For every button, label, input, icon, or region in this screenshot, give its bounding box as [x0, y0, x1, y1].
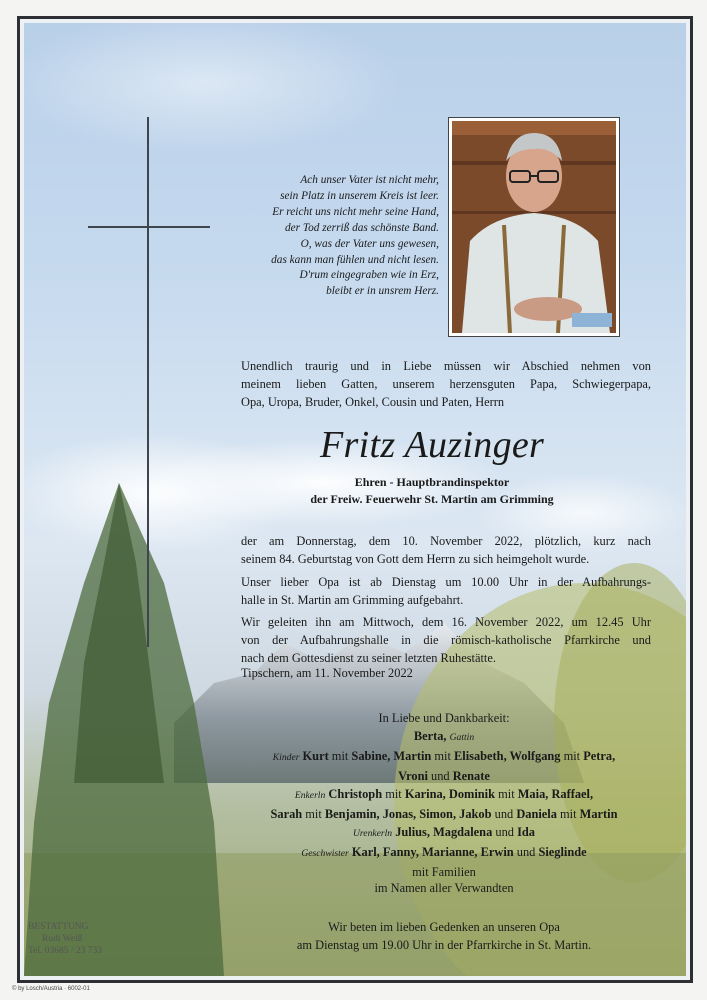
connector: mit — [328, 749, 352, 763]
name: Karina, Dominik — [404, 787, 496, 801]
intro-line: Opa, Uropa, Bruder, Onkel, Cousin und Paten, Herrn — [241, 395, 505, 409]
paragraph-line: halle in St. Martin am Grimming aufgebahrt. — [241, 593, 464, 607]
name: Julius, Magdalena — [395, 825, 493, 839]
funeral-home-line: Tel. 03685 / 23 733 — [28, 946, 103, 956]
background-landscape — [24, 23, 686, 976]
funeral-home-line: BESTATTUNG — [28, 922, 89, 932]
name: Kurt — [302, 749, 329, 763]
intro-text — [241, 357, 651, 411]
name: Daniela — [516, 807, 557, 821]
children-line-2 — [234, 767, 654, 785]
siblings-label: Geschwister — [301, 848, 349, 859]
name: Petra, — [583, 749, 616, 763]
paragraph-line: Unser lieber Opa ist ab Dienstag um 10.00 Uhr in der Aufbahrungs- — [241, 575, 651, 589]
grandchildren-line-2 — [234, 805, 654, 823]
relatives-line — [234, 879, 654, 897]
name: Benjamin, Jonas, Simon, Jakob — [324, 807, 492, 821]
wife-name: Berta, — [413, 729, 447, 743]
poem-line: der Tod zerriß das schönste Band. — [285, 221, 439, 234]
wife-label: Gattin — [449, 732, 475, 743]
name: Sarah — [270, 807, 303, 821]
connector: mit — [431, 749, 454, 763]
wife-line — [234, 727, 654, 747]
place-date: Tipschern, am 11. November 2022 — [241, 666, 413, 680]
rank-line: der Freiw. Feuerwehr St. Martin am Grimming — [310, 492, 554, 506]
name: Ida — [517, 825, 535, 839]
rank-line: Ehren - Hauptbrandinspektor — [354, 475, 510, 489]
children-line — [234, 747, 654, 767]
closing-line: Wir beten im lieben Gedenken an unseren Opa — [328, 920, 560, 934]
name: Vroni — [398, 769, 428, 783]
deceased-name: Fritz Auzinger — [320, 424, 545, 466]
siblings-families: mit Familien — [412, 865, 476, 879]
name: Renate — [452, 769, 490, 783]
closing-line: am Dienstag um 19.00 Uhr in der Pfarrkirche in St. Martin. — [296, 938, 592, 952]
intro-line: Unendlich traurig und in Liebe müssen wir Abschied nehmen von — [241, 359, 651, 373]
mourners-list — [234, 727, 654, 881]
grandchildren-line — [234, 785, 654, 805]
name: Karl, Fanny, Marianne, Erwin — [351, 845, 514, 859]
intro-line: meinem lieben Gatten, unserem herzensguten Papa, Schwiegerpapa, — [241, 377, 651, 391]
poem — [189, 173, 439, 300]
copyright-note: © by Losch/Austria · 6002-01 — [12, 986, 90, 992]
name: Christoph — [328, 787, 383, 801]
name: Maia, Raffael, — [517, 787, 594, 801]
grandchildren-label: Enkerln — [294, 790, 326, 801]
great-grandchildren-line — [234, 823, 654, 843]
name: Elisabeth, Wolfgang — [454, 749, 561, 763]
family-intro — [234, 709, 654, 727]
paragraph-line: der am Donnerstag, dem 10. November 2022, plötzlich, kurz nach — [241, 534, 651, 548]
poem-line: sein Platz in unserem Kreis ist leer. — [280, 189, 439, 202]
poem-line: bleibt er in unsrem Herz. — [326, 285, 439, 298]
connector: und — [492, 825, 518, 839]
paragraph-line: Wir geleiten ihn am Mittwoch, dem 16. November 2022, um 12.45 Uhr — [241, 615, 651, 629]
poem-line: Er reicht uns nicht mehr seine Hand, — [272, 205, 439, 218]
connector: mit — [382, 787, 405, 801]
paragraph-line: nach dem Gottesdienst zu seiner letzten Ruhestätte. — [241, 651, 496, 665]
funeral-home-line: Rudi Weiß — [42, 934, 83, 944]
connector: und — [513, 845, 539, 859]
poem-line: D'rum eingegraben wie in Erz, — [299, 269, 439, 282]
connector: mit — [495, 787, 518, 801]
connector: und — [491, 807, 517, 821]
funeral-home-stamp — [28, 921, 102, 957]
closing-prayer — [234, 918, 654, 954]
name: Sieglinde — [538, 845, 587, 859]
great-grandchildren-label: Urenkerln — [353, 828, 393, 839]
poem-line: O, was der Vater uns gewesen, — [300, 237, 439, 250]
cross-vertical — [147, 117, 149, 647]
poem-line: Ach unser Vater ist nicht mehr, — [300, 174, 439, 186]
lying-in-state-info — [241, 573, 651, 609]
connector: mit — [302, 807, 325, 821]
connector: mit — [560, 749, 584, 763]
funeral-info — [241, 613, 651, 667]
name: Martin — [579, 807, 618, 821]
portrait-image — [452, 121, 616, 333]
parte-frame — [17, 16, 693, 983]
honorary-title — [272, 474, 592, 508]
connector: mit — [556, 807, 580, 821]
poem-line: das kann man fühlen und nicht lesen. — [271, 253, 439, 266]
death-announcement — [241, 532, 651, 568]
relatives-text: im Namen aller Verwandten — [374, 881, 514, 895]
children-label: Kinder — [272, 752, 300, 763]
paragraph-line: seinem 84. Geburtstag von Gott dem Herrn zu sich heimgeholt wurde. — [241, 552, 590, 566]
siblings-line — [234, 843, 654, 863]
paragraph-line: von der Aufbahrungshalle in die römisch-katholische Pfarrkirche und — [241, 633, 651, 647]
connector: und — [427, 769, 453, 783]
portrait-photo — [448, 117, 620, 337]
family-intro-line: In Liebe und Dankbarkeit: — [378, 711, 510, 725]
name: Sabine, Martin — [351, 749, 432, 763]
